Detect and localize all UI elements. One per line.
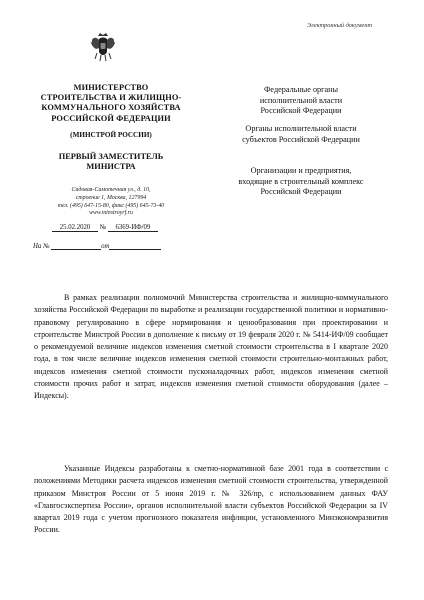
- ministry-name: [26, 83, 196, 124]
- electronic-document-label: Электронный документ: [306, 22, 372, 29]
- address-line: тел. (495) 647-15-80, факс (495) 645-73-40: [57, 202, 165, 209]
- addressee-line: исполнительной власти: [259, 95, 343, 105]
- address-line: www.minstroyrf.ru: [89, 210, 133, 217]
- ministry-line: РОССИЙСКОЙ ФЕДЕРАЦИИ: [51, 113, 171, 123]
- in-reply-date-field: [109, 241, 161, 250]
- in-reply-line: [33, 241, 161, 250]
- letter-body: [34, 463, 388, 537]
- addressee-line: Федеральные органы: [263, 85, 339, 94]
- addressee-line: субъектов Российской Федерации: [242, 134, 360, 144]
- addressee-block: [226, 124, 376, 145]
- number-sign: №: [99, 224, 107, 231]
- registration-date: 25.02.2020: [52, 224, 98, 232]
- addressee-line: Органы исполнительной власти: [245, 124, 357, 133]
- address-line: Садовая-Самотечная ул., д. 10,: [71, 187, 151, 193]
- ministry-line: СТРОИТЕЛЬСТВА И ЖИЛИЩНО-: [40, 93, 182, 103]
- addressee-block: [226, 85, 376, 117]
- signatory-position: [26, 152, 196, 172]
- ministry-short-name: (МИНСТРОЙ РОССИИ): [70, 131, 152, 139]
- addressee-block: [226, 166, 376, 198]
- registration-number: 6369-ИФ/09: [108, 224, 158, 232]
- addressee-line: Российской Федерации: [260, 106, 342, 116]
- addressee-line: входящие в строительный комплекс: [238, 176, 364, 186]
- double-headed-eagle-emblem-icon: [90, 32, 116, 62]
- registration-line: [52, 224, 158, 232]
- in-reply-number-field: [51, 241, 101, 250]
- paragraph-1: В рамках реализации полномочий Министерства строительства и жилищно-коммунального хозяйства Российской Федерации по выработке и реализации государственной политики и нормативно-правовому регулированию в сфере нормирования и ценообразования при проектировании и строительстве Минстрой России в дополнение к письму от 19 февраля 2020 г. № 5414-ИФ/09 сообщает о рекомендуемой величине индексов изменения сметной стоимости строительства в I квартале 2020 года, в том числе величине индексов изменения сметной стоимости строительно-монтажных работ, индексов изменения сметной стоимости пусконаладочных работ, индексов изменения сметной стоимости прочих работ и затрат, индексов изменения сметной стоимости оборудования (далее – Индексы).: [34, 293, 388, 401]
- ministry-address: [26, 187, 196, 218]
- ministry-line: МИНИСТЕРСТВО: [73, 83, 149, 92]
- address-line: строение 1, Москва, 127994: [75, 194, 147, 201]
- position-line: ПЕРВЫЙ ЗАМЕСТИТЕЛЬ: [58, 152, 164, 161]
- paragraph-2: Указанные Индексы разработаны к сметно-нормативной базе 2001 года в соответствии с положениями Методики расчета индексов изменения сметной стоимости строительства, утвержденной приказом Минстроя России от 5 июня 2019 г. № 326/пр, с использованием данных ФАУ «Главгосэкспертиза России», органов исполнительной власти субъектов Российской Федерации за IV квартал 2019 года с учетом прогнозного показателя инфляции, установленного Минэкономразвития России.: [34, 464, 388, 535]
- from-label: от: [101, 243, 110, 250]
- ministry-line: КОММУНАЛЬНОГО ХОЗЯЙСТВА: [41, 103, 181, 113]
- position-line: МИНИСТРА: [86, 162, 136, 172]
- addressee-line: Российской Федерации: [260, 187, 342, 197]
- letter-body: [34, 292, 388, 403]
- addressee-line: Организации и предприятия,: [250, 166, 352, 175]
- in-reply-label: На №: [33, 243, 50, 250]
